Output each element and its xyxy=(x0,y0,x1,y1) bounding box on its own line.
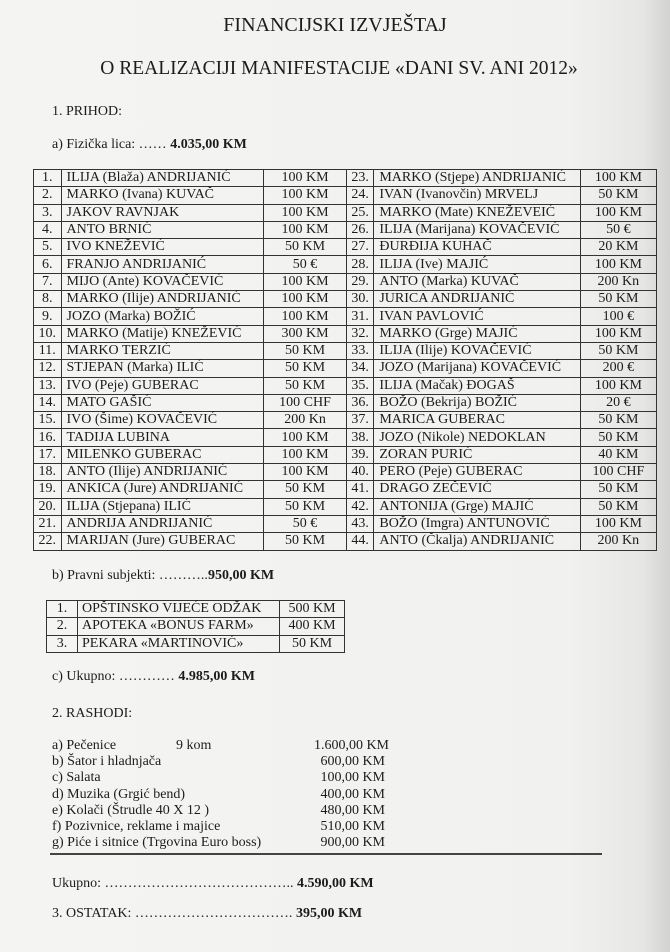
row-number: 19. xyxy=(34,481,62,498)
donor-name: ILIJA (Ive) MAJIĆ xyxy=(374,256,580,273)
donation-amount: 50 € xyxy=(264,515,347,532)
row-number: 12. xyxy=(34,360,62,377)
donor-name: IVAN (Ivanovčin) MRVELJ xyxy=(374,187,580,204)
donor-name: ILIJA (Mačak) ĐOGAŠ xyxy=(374,377,580,394)
entity-name: PEKARA «MARTINOVIĆ» xyxy=(78,635,280,652)
legal-summary xyxy=(52,568,274,584)
donation-amount: 100 KM xyxy=(580,377,656,394)
individuals-total: 4.035,00 KM xyxy=(170,137,247,152)
row-number: 38. xyxy=(346,429,374,446)
table-row xyxy=(34,446,657,463)
donation-amount: 100 KM xyxy=(580,325,656,342)
donation-amount: 20 € xyxy=(580,394,656,411)
donation-amount: 50 KM xyxy=(580,187,656,204)
legal-label: b) Pravni subjekti: ……….. xyxy=(52,568,208,583)
donor-name: ILIJA (Stjepana) ILIĆ xyxy=(61,498,264,515)
donation-amount: 300 KM xyxy=(264,325,347,342)
donor-name: MARICA GUBERAC xyxy=(374,412,580,429)
donation-amount: 200 Kn xyxy=(580,533,656,550)
donor-name: MILENKO GUBERAC xyxy=(61,446,264,463)
donation-amount: 50 € xyxy=(580,221,656,238)
donation-amount: 40 KM xyxy=(580,446,656,463)
table-row xyxy=(34,394,657,411)
row-number: 33. xyxy=(346,342,374,359)
donor-name: ANKICA (Jure) ANDRIJANIĆ xyxy=(61,481,264,498)
row-number: 27. xyxy=(346,239,374,256)
expense-amount: 480,00 KM xyxy=(320,802,385,818)
row-number: 43. xyxy=(346,515,374,532)
table-row xyxy=(47,601,345,618)
expense-item xyxy=(52,787,385,803)
table-row xyxy=(34,204,657,221)
table-row xyxy=(34,325,657,342)
table-row xyxy=(34,273,657,290)
expense-label: d) Muzika (Grgić bend) xyxy=(52,786,186,802)
table-row xyxy=(34,221,657,238)
table-row xyxy=(34,377,657,394)
row-number: 22. xyxy=(34,533,62,550)
expenses-heading: 2. RASHODI: xyxy=(52,706,133,721)
expense-amount: 100,00 KM xyxy=(320,770,385,786)
row-number: 6. xyxy=(34,256,62,273)
row-number: 3. xyxy=(34,204,62,221)
row-number: 9. xyxy=(34,308,62,325)
donor-name: BOŽO (Bekrija) BOŽIĆ xyxy=(374,394,580,411)
expense-label: a) Pečenice xyxy=(52,738,117,753)
donation-amount: 100 KM xyxy=(264,170,347,187)
donor-name: IVAN PAVLOVIĆ xyxy=(374,308,580,325)
expense-label: f) Pozivnice, reklame i majice xyxy=(52,819,221,834)
table-row xyxy=(34,360,657,377)
donation-amount: 100 € xyxy=(580,308,656,325)
table-row xyxy=(34,429,657,446)
row-number: 28. xyxy=(346,256,374,273)
expense-item xyxy=(52,803,385,819)
donation-amount: 100 KM xyxy=(580,170,656,187)
table-row xyxy=(47,635,345,652)
row-number: 10. xyxy=(34,325,62,342)
income-sum-label: c) Ukupno: ………… xyxy=(52,669,175,684)
donor-name: FRANJO ANDRIJANIĆ xyxy=(61,256,264,273)
donation-amount: 50 KM xyxy=(264,360,347,377)
table-row xyxy=(34,481,657,498)
donation-amount: 100 KM xyxy=(264,291,347,308)
donation-amount: 50 KM xyxy=(264,533,347,550)
donor-name: BOŽO (Imgra) ANTUNOVIĆ xyxy=(374,515,580,532)
expense-amount: 600,00 KM xyxy=(320,754,385,770)
donation-amount: 100 KM xyxy=(264,446,347,463)
donor-name: PERO (Peje) GUBERAC xyxy=(374,464,580,481)
donation-amount: 50 KM xyxy=(280,635,345,652)
row-number: 20. xyxy=(34,498,62,515)
table-row xyxy=(34,464,657,481)
table-row xyxy=(34,256,657,273)
donation-amount: 100 KM xyxy=(264,187,347,204)
individuals-label: a) Fizička lica: …… xyxy=(52,137,167,152)
donor-name: ILIJA (Blaža) ANDRIJANIĆ xyxy=(61,170,264,187)
expense-quantity: 9 kom xyxy=(176,738,212,753)
table-row xyxy=(34,239,657,256)
donor-name: MARKO TERZIĆ xyxy=(61,342,264,359)
donation-amount: 200 Kn xyxy=(264,412,347,429)
individuals-summary xyxy=(52,137,247,153)
expense-label: c) Salata xyxy=(52,770,101,786)
row-number: 8. xyxy=(34,291,62,308)
expenses-sum-total: 4.590,00 KM xyxy=(297,876,374,891)
expense-item xyxy=(52,835,385,851)
donor-name: ZORAN PURIĆ xyxy=(374,446,580,463)
donation-amount: 20 KM xyxy=(580,239,656,256)
donation-amount: 50 KM xyxy=(580,342,656,359)
entity-name: OPŠTINSKO VIJEĆE ODŽAK xyxy=(78,601,280,618)
row-number: 26. xyxy=(346,221,374,238)
table-row xyxy=(47,618,345,635)
donor-name: ANTO (Marka) KUVAČ xyxy=(374,273,580,290)
row-number: 13. xyxy=(34,377,62,394)
donor-name: JOZO (Marijana) KOVAČEVIĆ xyxy=(374,360,580,377)
row-number: 18. xyxy=(34,464,62,481)
donor-name: MATO GAŠIĆ xyxy=(61,394,264,411)
row-number: 39. xyxy=(346,446,374,463)
donor-name: ANTONIJA (Grge) MAJIĆ xyxy=(374,498,580,515)
document-title: FINANCIJSKI IZVJEŠTAJ xyxy=(223,14,447,36)
row-number: 15. xyxy=(34,412,62,429)
row-number: 14. xyxy=(34,394,62,411)
expense-amount: 1.600,00 KM xyxy=(313,738,389,753)
row-number: 2. xyxy=(47,618,78,635)
expense-label: b) Šator i hladnjača xyxy=(52,754,162,770)
row-number: 11. xyxy=(34,342,62,359)
row-number: 41. xyxy=(346,481,374,498)
remainder xyxy=(52,906,362,922)
entity-name: APOTEKA «BONUS FARM» xyxy=(78,618,280,635)
donor-name: IVO (Šime) KOVAČEVIĆ xyxy=(61,412,264,429)
table-row xyxy=(34,170,657,187)
donation-amount: 100 KM xyxy=(580,204,656,221)
donor-name: MARKO (Grge) MAJIĆ xyxy=(374,325,580,342)
row-number: 37. xyxy=(346,412,374,429)
donor-name: JOZO (Marka) BOŽIĆ xyxy=(61,308,264,325)
expense-item xyxy=(52,754,385,770)
row-number: 21. xyxy=(34,515,62,532)
expense-item xyxy=(52,738,389,754)
row-number: 23. xyxy=(346,170,374,187)
donation-amount: 50 KM xyxy=(580,412,656,429)
row-number: 17. xyxy=(34,446,62,463)
expense-amount: 400,00 KM xyxy=(320,786,385,802)
expense-item xyxy=(52,819,385,835)
row-number: 40. xyxy=(346,464,374,481)
row-number: 1. xyxy=(47,601,78,618)
donor-name: JOZO (Nikole) NEDOKLAN xyxy=(374,429,580,446)
donation-amount: 50 KM xyxy=(264,342,347,359)
donation-amount: 50 KM xyxy=(264,481,347,498)
donation-amount: 100 KM xyxy=(580,256,656,273)
table-row xyxy=(34,342,657,359)
row-number: 1. xyxy=(34,170,62,187)
donation-amount: 100 KM xyxy=(580,515,656,532)
row-number: 32. xyxy=(346,325,374,342)
row-number: 7. xyxy=(34,273,62,290)
donation-amount: 400 KM xyxy=(280,618,345,635)
donor-name: JAKOV RAVNJAK xyxy=(61,204,264,221)
donation-amount: 100 KM xyxy=(264,429,347,446)
donor-name: DRAGO ZEČEVIĆ xyxy=(374,481,580,498)
donation-amount: 100 CHF xyxy=(580,464,656,481)
donation-amount: 50 KM xyxy=(264,239,347,256)
document-subtitle: O REALIZACIJI MANIFESTACIJE «DANI SV. ANI 2012» xyxy=(100,58,578,79)
donation-amount: 100 KM xyxy=(264,273,347,290)
remainder-label: 3. OSTATAK: ……………………………. xyxy=(52,906,293,921)
donation-amount: 50 KM xyxy=(264,377,347,394)
donor-name: IVO (Peje) GUBERAC xyxy=(61,377,264,394)
expense-item xyxy=(52,770,385,786)
donor-name: ANDRIJA ANDRIJANIĆ xyxy=(61,515,264,532)
expense-label: g) Piće i sitnice (Trgovina Euro boss) xyxy=(52,835,262,851)
donor-name: ILIJA (Marijana) KOVAČEVIĆ xyxy=(374,221,580,238)
expense-amount: 900,00 KM xyxy=(320,835,385,851)
remainder-total: 395,00 KM xyxy=(295,906,363,921)
donor-name: MARKO (Stjepe) ANDRIJANIĆ xyxy=(374,170,580,187)
table-row xyxy=(34,515,657,532)
row-number: 3. xyxy=(47,635,78,652)
donation-amount: 50 KM xyxy=(580,291,656,308)
row-number: 36. xyxy=(346,394,374,411)
donor-name: ANTO BRNIĆ xyxy=(61,221,264,238)
donation-amount: 100 KM xyxy=(264,308,347,325)
donation-amount: 100 KM xyxy=(264,204,347,221)
row-number: 2. xyxy=(34,187,62,204)
row-number: 30. xyxy=(346,291,374,308)
donor-name: MARKO (Ilije) ANDRIJANIĆ xyxy=(61,291,264,308)
donor-name: MARKO (Mate) KNEŽEVEIĆ xyxy=(374,204,580,221)
income-sum xyxy=(52,669,255,685)
donor-name: STJEPAN (Marka) ILIĆ xyxy=(61,360,264,377)
expense-amount: 510,00 KM xyxy=(320,819,385,834)
legal-entities-table xyxy=(46,600,345,653)
table-row xyxy=(34,187,657,204)
table-row xyxy=(34,533,657,550)
donor-name: ĐURĐIJA KUHAČ xyxy=(374,239,580,256)
expenses-sum xyxy=(52,876,374,892)
donor-name: ANTO (Čkalja) ANDRIJANIĆ xyxy=(374,533,580,550)
donation-amount: 500 KM xyxy=(280,601,345,618)
donor-name: MARIJAN (Jure) GUBERAC xyxy=(61,533,264,550)
donor-name: TADIJA LUBINA xyxy=(61,429,264,446)
row-number: 44. xyxy=(346,533,374,550)
donation-amount: 50 KM xyxy=(580,429,656,446)
row-number: 42. xyxy=(346,498,374,515)
expenses-sum-label: Ukupno: ………………………………….. xyxy=(52,876,294,891)
donor-name: ILIJA (Ilije) KOVAČEVIĆ xyxy=(374,342,580,359)
row-number: 16. xyxy=(34,429,62,446)
income-heading: 1. PRIHOD: xyxy=(52,104,123,119)
donation-amount: 50 € xyxy=(264,256,347,273)
row-number: 29. xyxy=(346,273,374,290)
row-number: 4. xyxy=(34,221,62,238)
table-row xyxy=(34,412,657,429)
divider-line xyxy=(50,853,602,855)
legal-total: 950,00 KM xyxy=(207,568,275,583)
income-sum-total: 4.985,00 KM xyxy=(178,669,255,684)
row-number: 24. xyxy=(346,187,374,204)
table-row xyxy=(34,498,657,515)
table-row xyxy=(34,291,657,308)
donation-amount: 100 CHF xyxy=(264,394,347,411)
row-number: 5. xyxy=(34,239,62,256)
expense-label: e) Kolači (Štrudle 40 X 12 ) xyxy=(52,802,210,818)
donation-amount: 50 KM xyxy=(264,498,347,515)
donor-name: ANTO (Ilije) ANDRIJANIĆ xyxy=(61,464,264,481)
row-number: 34. xyxy=(346,360,374,377)
row-number: 31. xyxy=(346,308,374,325)
donor-name: MIJO (Ante) KOVAČEVIĆ xyxy=(61,273,264,290)
donor-name: MARKO (Matije) KNEŽEVIĆ xyxy=(61,325,264,342)
donation-amount: 50 KM xyxy=(580,481,656,498)
donation-amount: 100 KM xyxy=(264,464,347,481)
donation-amount: 50 KM xyxy=(580,498,656,515)
table-row xyxy=(34,308,657,325)
donation-amount: 200 Kn xyxy=(580,273,656,290)
donation-amount: 100 KM xyxy=(264,221,347,238)
individuals-table xyxy=(33,169,657,551)
donor-name: MARKO (Ivana) KUVAČ xyxy=(61,187,264,204)
donor-name: JURICA ANDRIJANIĆ xyxy=(374,291,580,308)
donor-name: IVO KNEŽEVIĆ xyxy=(61,239,264,256)
row-number: 25. xyxy=(346,204,374,221)
donation-amount: 200 € xyxy=(580,360,656,377)
row-number: 35. xyxy=(346,377,374,394)
